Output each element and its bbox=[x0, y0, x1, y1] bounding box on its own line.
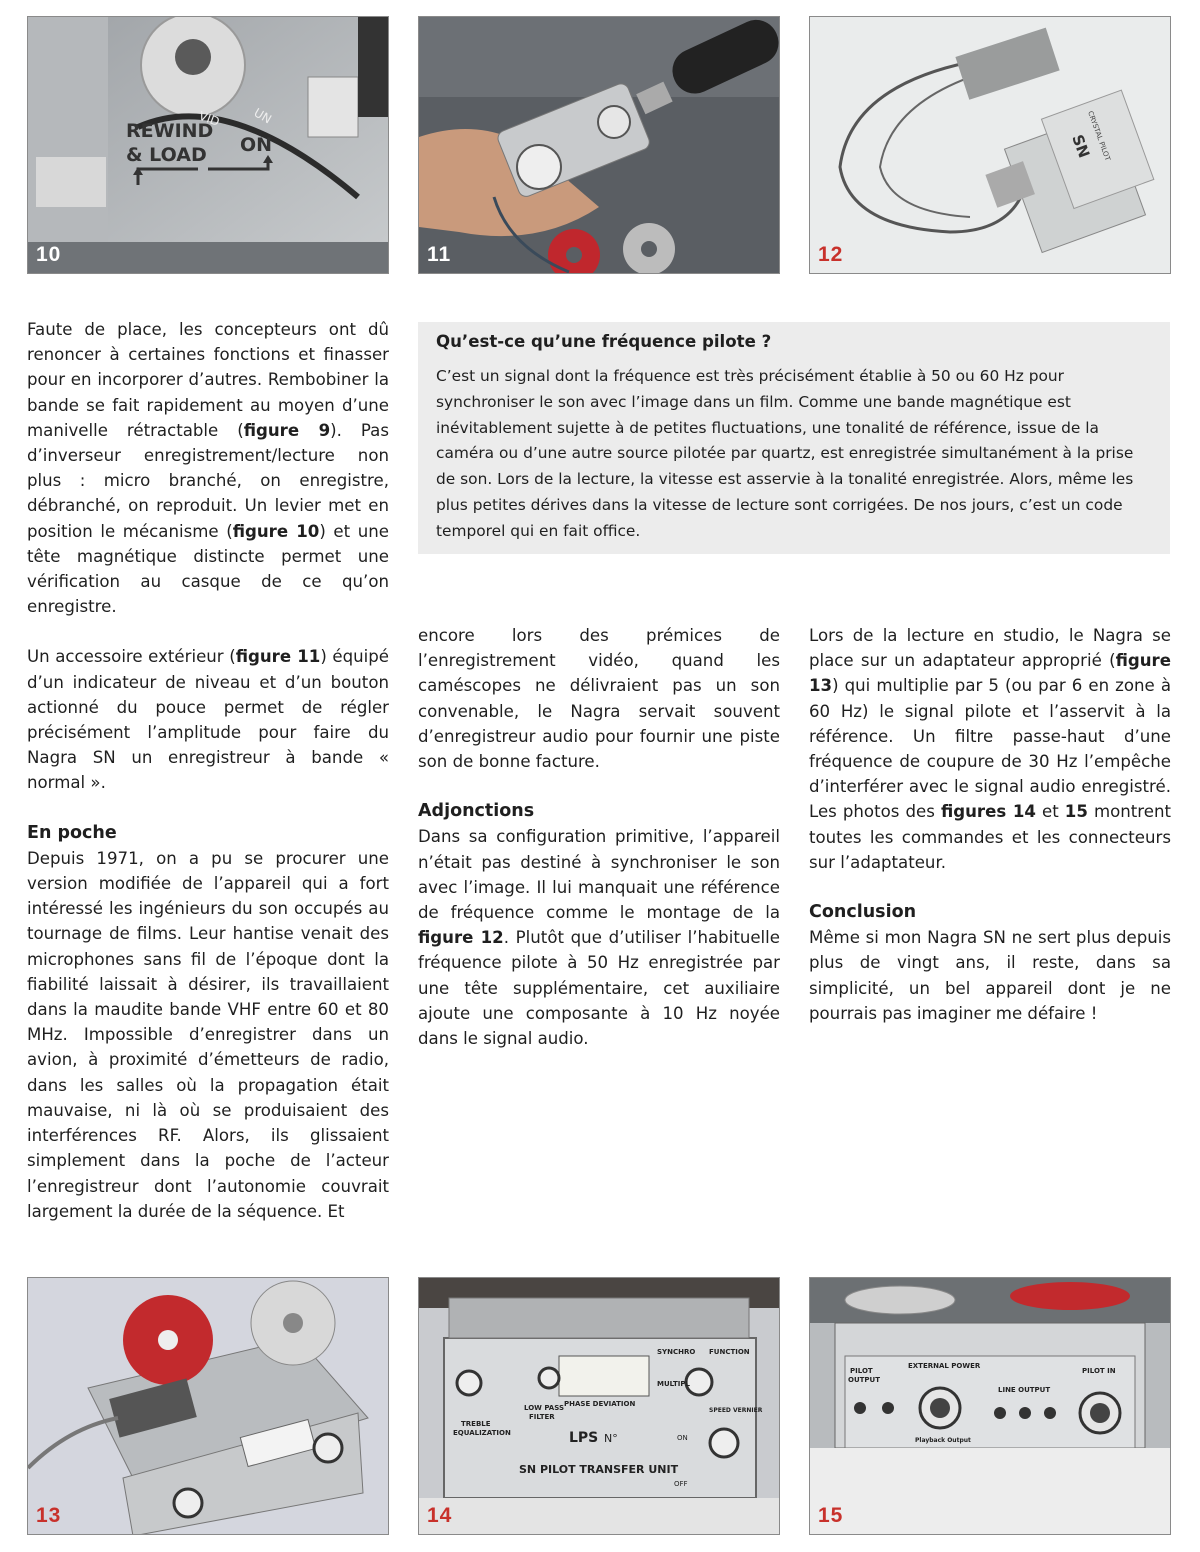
on-label: ON bbox=[677, 1434, 688, 1442]
equalization-label: EQUALIZATION bbox=[453, 1429, 511, 1437]
treble-label: TREBLE bbox=[461, 1420, 491, 1428]
paragraph-en-poche: Depuis 1971, on a pu se procurer une version modifiée de l’appareil qui a fort intéressé les ingénieurs du son occupés au tournage de films. Leur hantise venait des microphones sans fil de l’époque dont la fiabilité laissait à désirer, ils travaillaient dans la maudite bande VHF entre 60 et 80 MHz. Impossible d’enregistrer dans un avion, à proximité d’émetteurs de radio, dans les salles où la propagation était mauvaise, ni là où se produisaient des interférences RF. Alors, ils glissaient simplement dans la poche de l’acteur l’enregistreur dont l’autonomie couvrait largement la durée de la séquence. Et bbox=[27, 848, 389, 1221]
figure-number: 15 bbox=[818, 1504, 844, 1527]
low-pass-label: LOW PASS bbox=[524, 1404, 564, 1412]
on-label: ON bbox=[240, 134, 273, 156]
figure-number: 11 bbox=[427, 243, 452, 266]
pilot-frequency-box bbox=[418, 322, 1170, 554]
filter-label: FILTER bbox=[529, 1413, 555, 1421]
multipl-label: MULTIPL bbox=[657, 1380, 690, 1388]
line-output-jack bbox=[1019, 1407, 1031, 1419]
figure-number: 14 bbox=[427, 1504, 453, 1527]
crystal-pilot-module-illustration bbox=[810, 17, 1171, 274]
model-label: LPS bbox=[569, 1430, 599, 1446]
paragraph-video: encore lors des prémices de l’enregistrement vidéo, quand les caméscopes ne délivraient pas un son convenable, le Nagra servait souvent d’enregistreur audio pour fournir une piste son de bonne facture. bbox=[418, 626, 780, 772]
paragraph-conclusion: Même si mon Nagra SN ne sert plus depuis plus de vingt ans, il reste, dans sa simplicité, un bel appareil dont je ne pourrais pas imaginer me défaire ! bbox=[809, 928, 1171, 1023]
figure-14-ref: figures 14 bbox=[940, 802, 1036, 822]
meter-label: PHASE DEVIATION bbox=[564, 1400, 636, 1408]
playback-output-label: Playback Output bbox=[915, 1437, 971, 1444]
module-label: SN bbox=[1068, 132, 1094, 161]
figure-10-ref: figure 10 bbox=[232, 521, 320, 541]
tape-text-un: UN bbox=[251, 105, 274, 127]
figure-14-photo bbox=[418, 1277, 780, 1535]
figure-10-photo bbox=[27, 16, 389, 274]
external-power-label: EXTERNAL POWER bbox=[908, 1362, 981, 1370]
paragraph-adjonctions: Dans sa configuration primitive, l’appareil n’était pas destiné à synchroniser le son avec l’image. Il lui manquait une référence de fréquence comme le montage de la figure 12. Plutôt que d’utiliser l’habituelle fréquence pilote à 50 Hz enregistrée par une tête supplémentaire, cet auxiliaire ajoute une composante à 10 Hz noyée dans le signal audio. bbox=[418, 827, 780, 1049]
figure-11-ref: figure 11 bbox=[235, 647, 321, 667]
rewind-label: REWIND bbox=[126, 120, 214, 142]
module-sublabel: CRYSTAL PILOT bbox=[1086, 109, 1112, 162]
figure-9-ref: figure 9 bbox=[243, 420, 331, 440]
figure-15-ref: 15 bbox=[1064, 802, 1088, 822]
column-3 bbox=[809, 623, 1171, 1051]
column-1 bbox=[27, 317, 389, 1249]
function-label: FUNCTION bbox=[709, 1348, 750, 1356]
tape-text-vid: VID bbox=[196, 108, 222, 130]
pilot-in-label: PILOT IN bbox=[1082, 1367, 1116, 1375]
figure-13-photo bbox=[27, 1277, 389, 1535]
pilot-transfer-unit-front-illustration bbox=[419, 1278, 780, 1535]
unit-name-label: SN PILOT TRANSFER UNIT bbox=[519, 1463, 679, 1476]
off-label: OFF bbox=[674, 1480, 688, 1488]
load-label: & LOAD bbox=[126, 144, 207, 166]
figure-number: 12 bbox=[818, 243, 844, 266]
heading-adjonctions: Adjonctions bbox=[418, 801, 535, 822]
rewind-lever-illustration bbox=[28, 17, 389, 274]
paragraph-intro: Faute de place, les concepteurs ont dû renoncer à certaines fonctions et finasser pour en incorporer d’autres. Rembobiner la bande se fait rapidement au moyen d’une manivelle rétractable (figure 9). Pas d’inverseur enregistrement/lecture non plus : micro branché, on enregistre, débranché, on reproduit. Un levier met en position le mécanisme (figure 10) et une tête magnétique distincte permet une vérification au casque de ce qu’on enregistre. bbox=[27, 320, 389, 617]
pilot-output-label: PILOT bbox=[850, 1367, 873, 1375]
paragraph-accessory: Un accessoire extérieur (figure 11) équipé d’un indicateur de niveau et d’un bouton actionné du pouce permet de régler précisément l’amplitude pour faire du Nagra SN un enregistreur à bande « normal ». bbox=[27, 647, 389, 793]
figure-13-ref: figure 13 bbox=[809, 651, 1171, 696]
serial-label: N° bbox=[604, 1432, 618, 1445]
figure-12-ref: figure 12 bbox=[418, 928, 504, 948]
speed-vernier-label: SPEED VERNIER bbox=[709, 1407, 763, 1414]
figure-number: 13 bbox=[36, 1504, 62, 1527]
figure-15-photo bbox=[809, 1277, 1171, 1535]
synchro-label: SYNCHRO bbox=[657, 1348, 696, 1356]
paragraph-studio: Lors de la lecture en studio, le Nagra se place sur un adaptateur approprié (figure 13) qui multiplie par 5 (ou par 6 en zone à 60 Hz) le signal pilote et l’asservit à la référence. Un filtre passe-haut d’une fréquence de coupure de 30 Hz l’empêche d’interférer avec le signal audio enregistré. Les photos des figures 14 et 15 montrent toutes les commandes et les connecteurs sur l’adaptateur. bbox=[809, 626, 1171, 872]
figure-12-photo bbox=[809, 16, 1171, 274]
box-title: Qu’est-ce qu’une fréquence pilote ? bbox=[436, 332, 772, 351]
line-output-label: LINE OUTPUT bbox=[998, 1386, 1051, 1394]
heading-en-poche: En poche bbox=[27, 822, 117, 843]
level-meter-accessory-illustration bbox=[419, 17, 780, 274]
pilot-output-jack bbox=[854, 1402, 866, 1414]
figure-11-photo bbox=[418, 16, 780, 274]
heading-conclusion: Conclusion bbox=[809, 902, 917, 923]
output-label: OUTPUT bbox=[848, 1376, 880, 1384]
figure-number: 10 bbox=[36, 243, 62, 266]
box-text: C’est un signal dont la fréquence est très précisément établie à 50 ou 60 Hz pour synchroniser le son avec l’image dans un film. Comme une bande magnétique est inévitablement sujette à de petites fluctuations, une tonalité de référence, issue de la caméra ou d’une autre source pilotée par quartz, est enregistrée simultanément à la prise de son. Lors de la lecture, la vitesse est asservie à la tonalité enregistrée. Alors, même les plus petites dérives dans la vitesse de lecture sont corrigées. De nos jours, c’est un code temporel qui en fait office. bbox=[436, 367, 1134, 540]
nagra-on-adapter-illustration bbox=[28, 1278, 389, 1535]
column-2 bbox=[418, 623, 780, 1076]
adapter-rear-connectors-illustration bbox=[810, 1278, 1171, 1535]
